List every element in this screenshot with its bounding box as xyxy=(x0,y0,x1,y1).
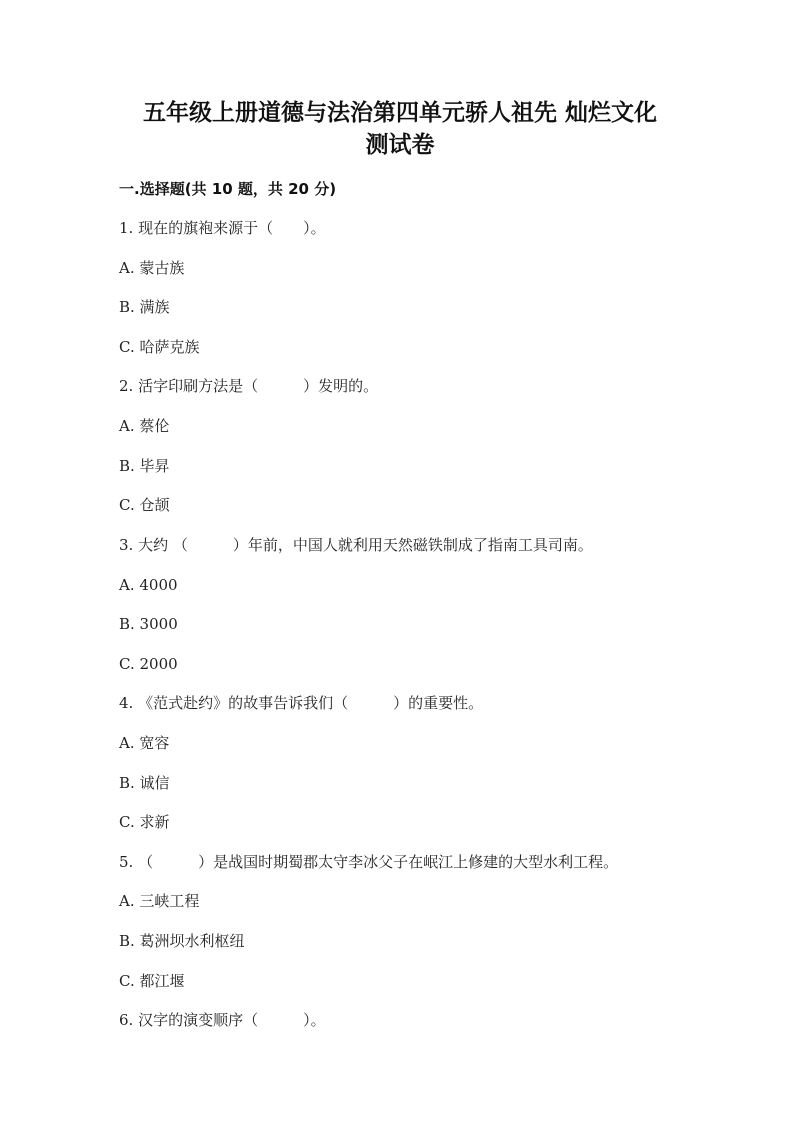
question-3-option-a: A. 4000 xyxy=(119,576,178,594)
question-2-option-b: B. 毕昇 xyxy=(119,457,170,475)
question-3-option-b: B. 3000 xyxy=(119,615,178,633)
question-5-stem: 5. （ ）是战国时期蜀郡太守李冰父子在岷江上修建的大型水利工程。 xyxy=(119,853,619,871)
question-3-stem: 3. 大约 （ ）年前，中国人就利用天然磁铁制成了指南工具司南。 xyxy=(119,536,593,554)
question-4-option-b: B. 诚信 xyxy=(119,774,170,792)
question-2-option-a: A. 蔡伦 xyxy=(119,417,170,435)
question-6-stem: 6. 汉字的演变顺序（ ）。 xyxy=(119,1011,326,1029)
question-5-option-a: A. 三峡工程 xyxy=(119,892,200,910)
question-1-option-b: B. 满族 xyxy=(119,298,170,316)
page-title: 五年级上册道德与法治第四单元骄人祖先 灿烂文化 xyxy=(142,100,657,126)
question-2-option-c: C. 仓颉 xyxy=(119,496,170,514)
page-title-line2: 测试卷 xyxy=(365,132,435,158)
question-3-option-c: C. 2000 xyxy=(119,655,178,673)
question-5-option-c: C. 都江堰 xyxy=(119,972,185,990)
section-heading: 一.选择题(共 10 题，共 20 分) xyxy=(119,180,337,198)
question-4-stem: 4. 《范式赴约》的故事告诉我们（ ）的重要性。 xyxy=(119,694,484,712)
question-2-stem: 2. 活字印刷方法是（ ）发明的。 xyxy=(119,377,379,395)
question-1-option-a: A. 蒙古族 xyxy=(119,259,185,277)
question-5-option-b: B. 葛洲坝水利枢纽 xyxy=(119,932,245,950)
question-1-stem: 1. 现在的旗袍来源于（ ）。 xyxy=(119,219,326,237)
question-4-option-c: C. 求新 xyxy=(119,813,170,831)
question-4-option-a: A. 宽容 xyxy=(119,734,170,752)
question-1-option-c: C. 哈萨克族 xyxy=(119,338,200,356)
